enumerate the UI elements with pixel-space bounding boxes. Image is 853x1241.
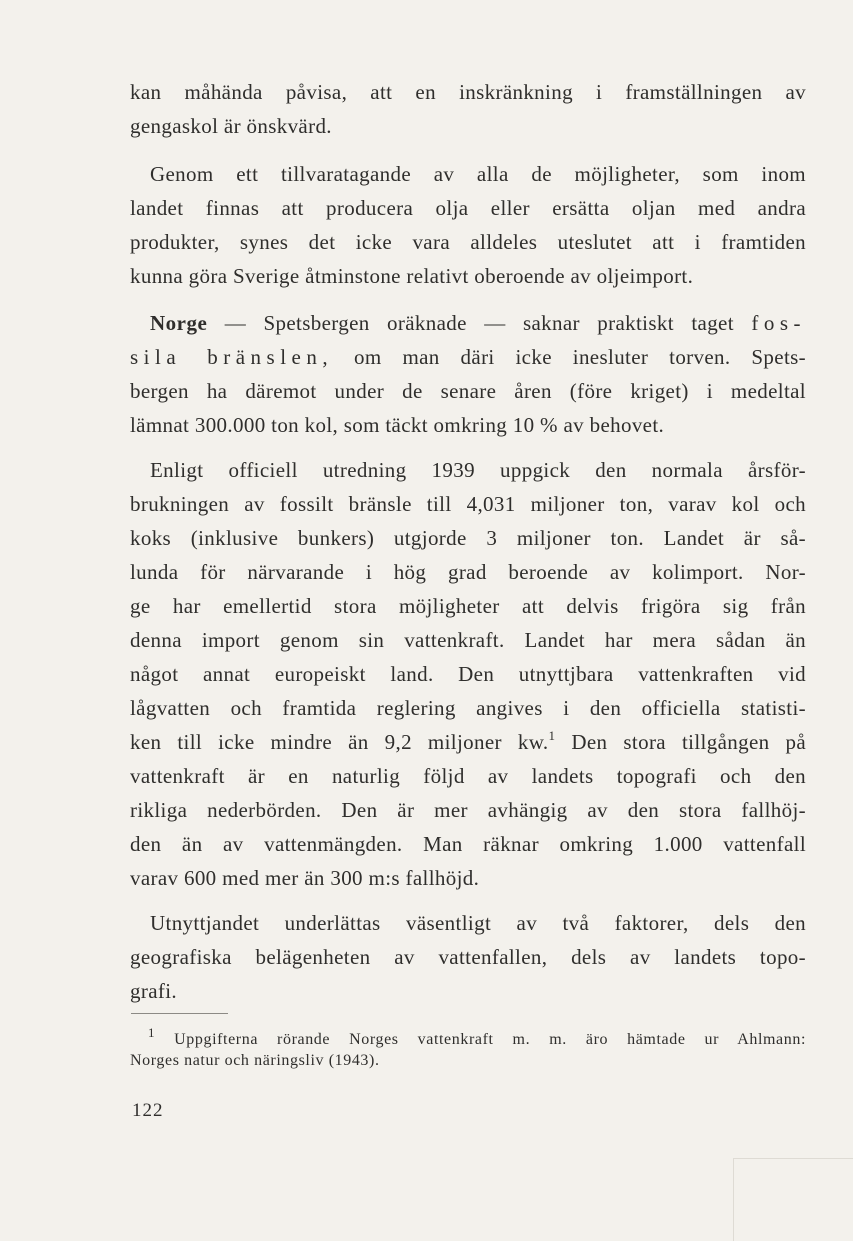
text-line: Genom ett tillvaratagande av alla de möjligheter, som inom: [150, 162, 806, 186]
text-line: ge har emellertid stora möjligheter att delvis frigöra sig från: [130, 594, 806, 618]
text-line: denna import genom sin vattenkraft. Landet har mera sådan än: [130, 628, 806, 652]
scan-edge-mark: [733, 1158, 853, 1241]
text-line: rikliga nederbörden. Den är mer avhängig av den stora fallhöj-: [130, 798, 806, 822]
page-number: 122: [132, 1100, 164, 1121]
text-line: den än av vattenmängden. Man räknar omkring 1.000 vattenfall: [130, 832, 806, 856]
text-line: vattenkraft är en naturlig följd av landets topografi och den: [130, 764, 806, 788]
spaced-text: fos-: [751, 311, 806, 335]
text-line: något annat europeiskt land. Den utnyttjbara vattenkraften vid: [130, 662, 806, 686]
footnote-reference: 1: [548, 728, 556, 743]
text-line: geografiska belägenheten av vattenfallen, dels av landets topo-: [130, 945, 806, 969]
footnote-divider: [131, 1013, 228, 1014]
footnote-mark: 1: [148, 1024, 156, 1040]
text-line: [130, 728, 806, 756]
text-line: bergen ha däremot under de senare åren (före kriget) i medeltal: [130, 379, 806, 403]
text-line: koks (inklusive bunkers) utgjorde 3 miljoner ton. Landet är så-: [130, 526, 806, 550]
text-line: Utnyttjandet underlättas väsentligt av två faktorer, dels den: [150, 911, 806, 935]
footnote-text: Uppgifterna rörande Norges vattenkraft m. m. äro hämtade ur Ahlmann:: [155, 1031, 806, 1048]
footnote-line: [148, 1024, 806, 1049]
text-line: varav 600 med mer än 300 m:s fallhöjd.: [130, 866, 480, 890]
text-line: produkter, synes det icke vara alldeles uteslutet att i framtiden: [130, 230, 806, 254]
text-run: Den stora tillgången på: [555, 730, 806, 754]
country-heading: Norge: [150, 311, 208, 335]
text-line: Enligt officiell utredning 1939 uppgick den normala årsför-: [150, 458, 806, 482]
text-line: lunda för närvarande i hög grad beroende av kolimport. Nor-: [130, 560, 806, 584]
text-line: [130, 343, 806, 371]
text-line: lågvatten och framtida reglering angives i den officiella statisti-: [130, 696, 806, 720]
text-line: gengaskol är önskvärd.: [130, 114, 332, 138]
text-line: lämnat 300.000 ton kol, som täckt omkring 10 % av behovet.: [130, 413, 665, 437]
text-line: landet finnas att producera olja eller ersätta oljan med andra: [130, 196, 806, 220]
text-run: om man däri icke inesluter torven. Spets-: [333, 345, 806, 369]
text-line: kunna göra Sverige åtminstone relativt oberoende av oljeimport.: [130, 264, 694, 288]
footnote-line: Norges natur och näringsliv (1943).: [130, 1052, 380, 1069]
text-run: — Spetsbergen oräknade — saknar praktiskt taget: [207, 311, 752, 335]
spaced-text: sila bränslen,: [130, 345, 334, 369]
text-line: brukningen av fossilt bränsle till 4,031 miljoner ton, varav kol och: [130, 492, 806, 516]
text-line: [150, 309, 806, 337]
text-line: kan måhända påvisa, att en inskränkning i framställningen av: [130, 80, 806, 104]
text-run: ken till icke mindre än 9,2 miljoner kw.: [130, 730, 549, 754]
text-line: grafi.: [130, 979, 177, 1003]
